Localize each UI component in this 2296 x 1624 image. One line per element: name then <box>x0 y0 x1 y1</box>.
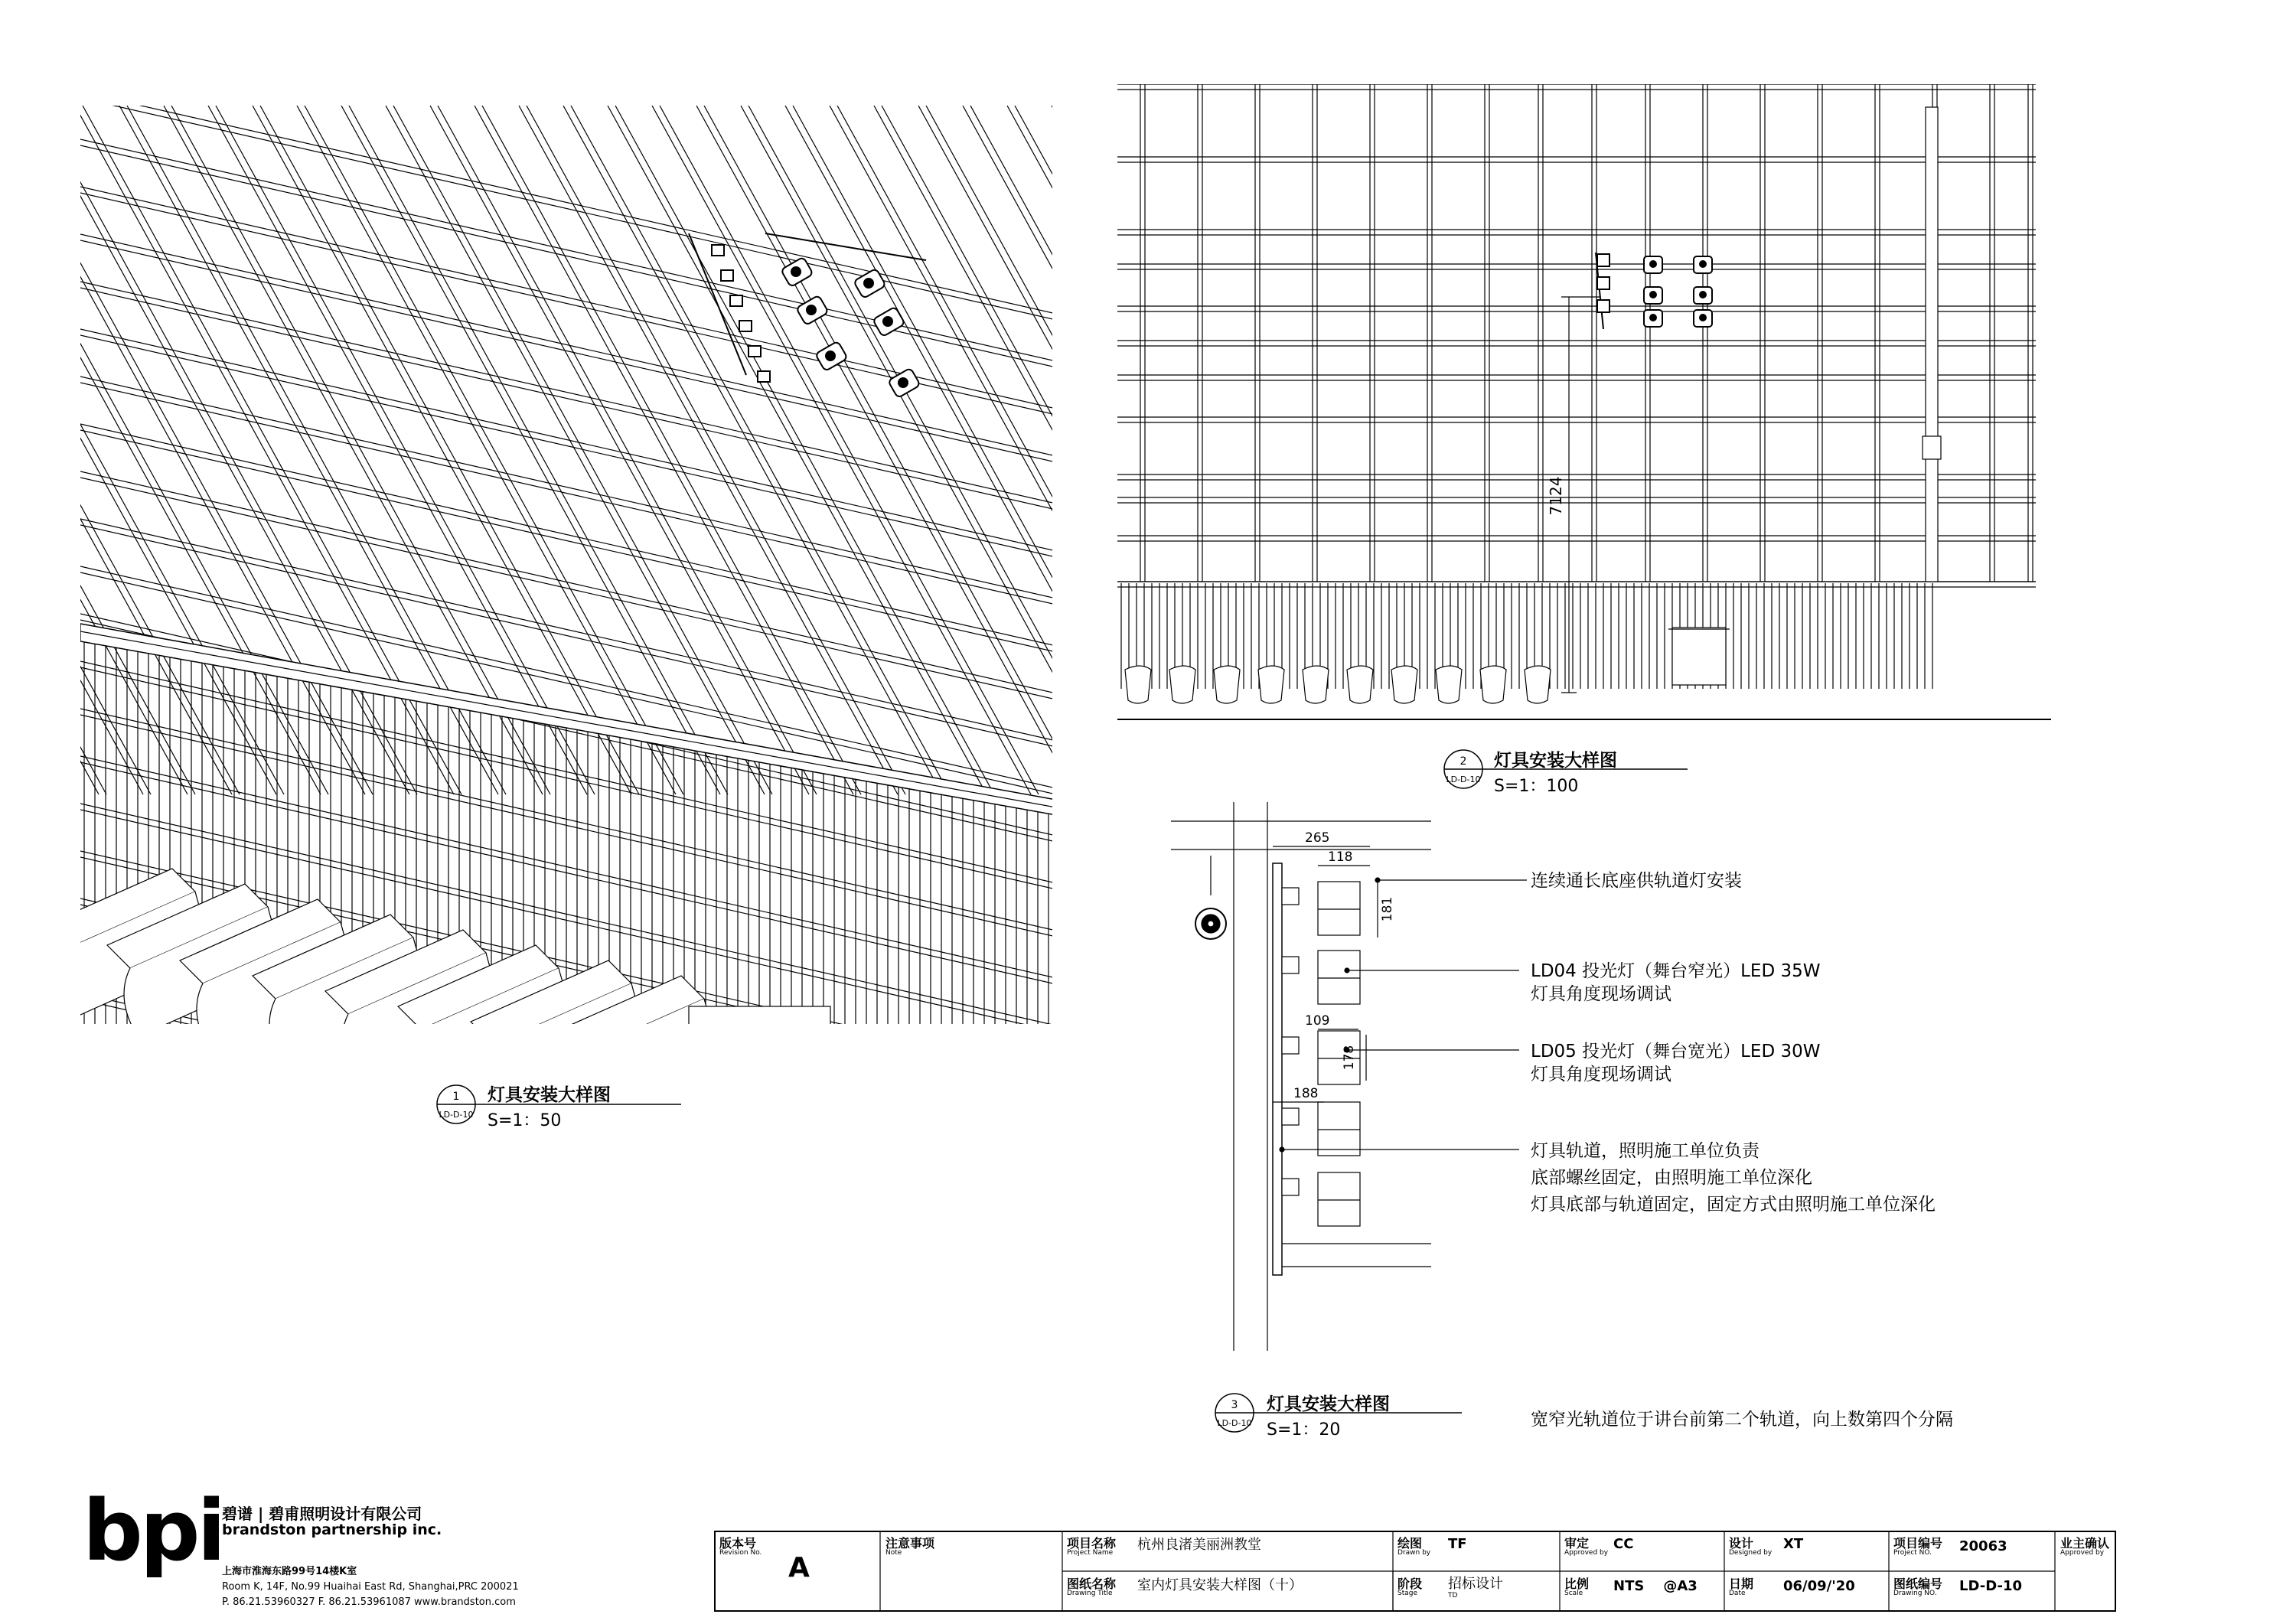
company-contact: P. 86.21.53960327 F. 86.21.53961087 www.brandston.com <box>222 1596 516 1608</box>
scale-label-cn: 比例 <box>1564 1577 1590 1591</box>
note-label-cn: 注意事项 <box>885 1536 935 1551</box>
company-address-cn: 上海市淮海东路99号14楼K室 <box>222 1566 357 1577</box>
detail-1-ref: LD-D-10 <box>439 1110 474 1120</box>
note-continuous-base: 连续通长底座供轨道灯安装 <box>1531 871 1742 891</box>
dim-178: 178 <box>1342 1045 1357 1071</box>
stage-label-en: Stage <box>1397 1590 1418 1597</box>
project-name-label-cn: 项目名称 <box>1067 1536 1117 1551</box>
detail-3-ref: LD-D-10 <box>1217 1418 1252 1428</box>
dim-265: 265 <box>1305 830 1330 846</box>
drawing-title-value: 室内灯具安装大样图（十） <box>1137 1577 1303 1593</box>
approved-by-label-en: Approved by <box>1564 1549 1609 1557</box>
designed-by-label-cn: 设计 <box>1729 1536 1754 1551</box>
note-label-en: Note <box>885 1549 902 1557</box>
dim-188: 188 <box>1293 1086 1319 1101</box>
elevation-grid <box>1117 84 2036 587</box>
approved-by-value: CC <box>1613 1536 1634 1552</box>
designed-by-label-en: Designed by <box>1729 1549 1773 1557</box>
note-fixture-base: 灯具底部与轨道固定，固定方式由照明施工单位深化 <box>1531 1195 1936 1215</box>
revision-value: A <box>788 1552 810 1583</box>
drawn-by-label-en: Drawn by <box>1397 1549 1431 1557</box>
approved-by-label-cn: 审定 <box>1564 1536 1590 1551</box>
drawn-by-label-cn: 绘图 <box>1397 1536 1423 1551</box>
drawn-by-value: TF <box>1448 1536 1467 1552</box>
company-logo: bpi <box>83 1482 223 1580</box>
project-name-value: 杭州良渚美丽洲教堂 <box>1137 1537 1261 1553</box>
drawing-title-label-en: Drawing Title <box>1067 1590 1113 1597</box>
company-address-en: Room K, 14F, No.99 Huaihai East Rd, Shanghai,PRC 200021 <box>222 1581 519 1593</box>
glass-facade-grid <box>0 92 2148 1316</box>
detail-3-section <box>1171 802 1527 1351</box>
detail-3-number: 3 <box>1231 1399 1238 1411</box>
dim-109: 109 <box>1305 1013 1330 1029</box>
stage-label-cn: 阶段 <box>1397 1577 1423 1591</box>
company-name-cn: 碧谱 | 碧甫照明设计有限公司 <box>222 1505 422 1523</box>
project-no-label-cn: 项目编号 <box>1893 1536 1943 1551</box>
dim-181: 181 <box>1380 896 1395 922</box>
designed-by-value: XT <box>1783 1536 1804 1552</box>
revision-label-en: Revision No. <box>719 1549 762 1557</box>
owner-confirm-label-cn: 业主确认 <box>2060 1536 2110 1551</box>
date-value: 06/09/'20 <box>1783 1578 1855 1594</box>
project-no-value: 20063 <box>1959 1538 2007 1554</box>
detail-2-scale: S=1：100 <box>1494 777 1579 796</box>
chairs <box>1125 666 1551 703</box>
note-ld04: LD04 投光灯（舞台窄光）LED 35W <box>1531 961 1821 981</box>
detail-2-ref: LD-D-10 <box>1446 774 1481 784</box>
detail-1-scale: S=1：50 <box>488 1111 562 1130</box>
date-label-en: Date <box>1729 1590 1746 1597</box>
pews <box>34 869 830 1129</box>
scale-value: NTS @A3 <box>1613 1578 1698 1594</box>
date-label-cn: 日期 <box>1729 1577 1754 1591</box>
project-name-label-en: Project Name <box>1067 1549 1114 1557</box>
dim-118: 118 <box>1328 850 1353 865</box>
drawing-no-label-cn: 图纸编号 <box>1893 1577 1943 1591</box>
stage-sub: TD <box>1448 1592 1458 1600</box>
note-track: 灯具轨道，照明施工单位负责 <box>1531 1141 1760 1161</box>
note-track-location: 宽窄光轨道位于讲台前第二个轨道，向上数第四个分隔 <box>1531 1410 1953 1430</box>
drawing-title-label-cn: 图纸名称 <box>1067 1577 1117 1591</box>
detail-1-title: 灯具安装大样图 <box>488 1085 611 1105</box>
detail-1-perspective-view <box>0 92 2148 1316</box>
revision-label-cn: 版本号 <box>719 1536 757 1551</box>
project-no-label-en: Project NO. <box>1893 1549 1932 1557</box>
note-ld05: LD05 投光灯（舞台宽光）LED 30W <box>1531 1042 1821 1061</box>
detail-2-number: 2 <box>1459 755 1467 768</box>
detail-2-title: 灯具安装大样图 <box>1494 751 1617 771</box>
note-ld05-angle: 灯具角度现场调试 <box>1531 1065 1671 1084</box>
lower-wall-paneling <box>1117 582 2036 689</box>
owner-confirm-label-en: Approved by <box>2060 1549 2105 1557</box>
detail-3-scale: S=1：20 <box>1267 1420 1341 1440</box>
scale-label-en: Scale <box>1564 1590 1583 1597</box>
detail-2-elevation <box>1117 84 2051 719</box>
detail-3-title: 灯具安装大样图 <box>1267 1394 1390 1414</box>
drawing-no-value: LD-D-10 <box>1959 1578 2023 1594</box>
dim-7124: 7124 <box>1547 476 1565 516</box>
company-name-en: brandston partnership inc. <box>222 1521 442 1538</box>
stage-value: 招标设计 <box>1448 1576 1503 1592</box>
detail-1-number: 1 <box>452 1091 460 1103</box>
note-screw-fix: 底部螺丝固定，由照明施工单位深化 <box>1531 1168 1812 1188</box>
note-ld04-angle: 灯具角度现场调试 <box>1531 984 1671 1004</box>
drawing-no-label-en: Drawing NO. <box>1893 1590 1937 1597</box>
